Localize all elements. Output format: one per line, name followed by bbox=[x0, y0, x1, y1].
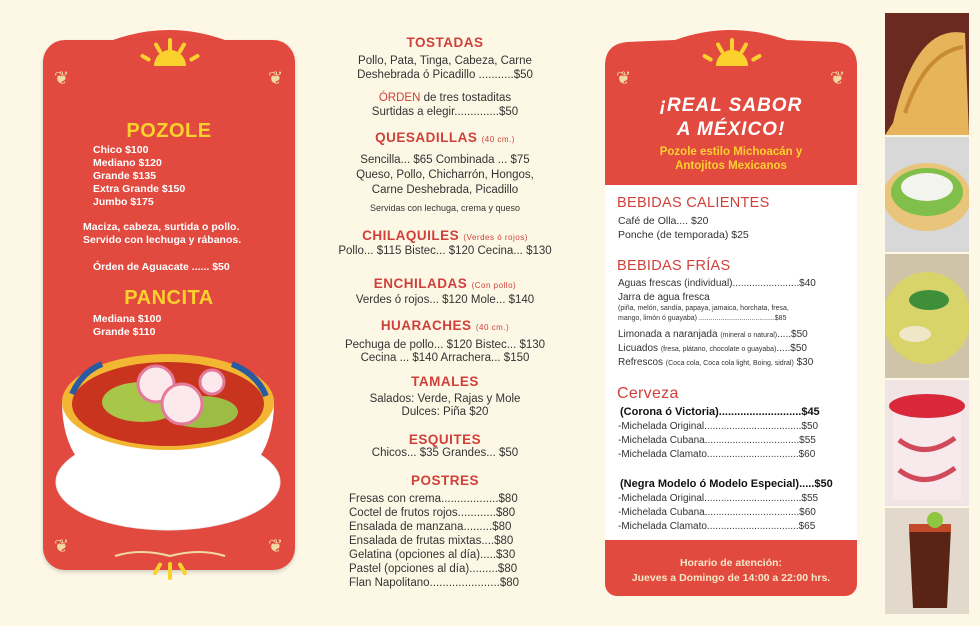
fria-name: Refrescos bbox=[618, 357, 666, 368]
postre-item: Flan Napolitano......................$80 bbox=[349, 577, 520, 589]
orden-word: ÓRDEN bbox=[378, 92, 421, 104]
tostadas-line: Surtidas a elegir..............$50 bbox=[371, 106, 519, 118]
quesadillas-line: Sencilla... $65 Combinada ... $75 bbox=[360, 154, 530, 166]
fria-price: $30 bbox=[793, 357, 814, 368]
fria-name: Limonada a naranjada bbox=[618, 329, 721, 340]
chilaquiles-note: (Verdes ó rojos) bbox=[463, 233, 528, 242]
header-subtitle-line: Antojitos Mexicanos bbox=[675, 160, 787, 172]
sun-ornament-icon bbox=[130, 36, 210, 68]
huaraches-title bbox=[330, 318, 560, 333]
michelada-item: -Michelada Clamato.................................$65 bbox=[618, 521, 816, 532]
enchiladas-note: (Con pollo) bbox=[471, 281, 517, 290]
michelada-item: -Michelada Cubana..................................$60 bbox=[618, 507, 816, 518]
quesadillas-line: Carne Deshebrada, Picadillo bbox=[371, 184, 519, 196]
postres-title: POSTRES bbox=[410, 473, 479, 488]
enchiladas-label: ENCHILADAS bbox=[373, 276, 468, 291]
postre-item: Pastel (opciones al día).........$80 bbox=[349, 563, 518, 575]
tostadas-line: Deshebrada ó Picadillo ...........$50 bbox=[357, 69, 533, 81]
horario-title: Horario de atención: bbox=[679, 557, 783, 569]
fria-price: .....$50 bbox=[776, 343, 807, 354]
flower-ornament-icon: ❦ bbox=[268, 68, 284, 88]
enchiladas-title bbox=[330, 276, 560, 291]
frias-title: BEBIDAS FRÍAS bbox=[617, 258, 731, 274]
esquites-title: ESQUITES bbox=[408, 432, 482, 447]
fria-item bbox=[618, 343, 807, 354]
chilaquiles-line: Pollo... $115 Bistec... $120 Cecina... $130 bbox=[338, 245, 552, 257]
header-subtitle-line: Pozole estilo Michoacán y bbox=[659, 146, 803, 158]
bottom-flourish-icon bbox=[110, 548, 230, 586]
horario-hours: Jueves a Domingo de 14:00 a 22:00 hrs. bbox=[631, 572, 831, 584]
michelada-item: -Michelada Clamato.................................$60 bbox=[618, 449, 816, 460]
pozole-note: Maciza, cabeza, surtida o pollo. Servido con lechuga y rábanos. bbox=[83, 221, 242, 246]
pancita-title: PANCITA bbox=[124, 287, 214, 309]
fria-detail: (Coca cola, Coca cola light, Boing, sidral) bbox=[665, 360, 794, 367]
flower-ornament-icon: ❦ bbox=[830, 68, 846, 88]
postre-item: Fresas con crema..................$80 bbox=[349, 493, 518, 505]
tostadas-title: TOSTADAS bbox=[406, 35, 484, 50]
flower-ornament-icon: ❦ bbox=[54, 68, 70, 88]
postre-item: Coctel de frutos rojos............$80 bbox=[349, 507, 516, 519]
huaraches-note: (40 cm.) bbox=[475, 323, 510, 332]
quesadillas-line: Queso, Pollo, Chicharrón, Hongos, bbox=[356, 169, 534, 181]
quesadillas-note-line: Servidas con lechuga, crema y queso bbox=[369, 203, 521, 213]
horario bbox=[605, 556, 857, 586]
esquites-line: Chicos... $35 Grandes... $50 bbox=[371, 447, 519, 459]
fria-flavors: (piña, melón, sandía, papaya, jamaica, horchata, fresa, bbox=[618, 305, 789, 312]
orden-rest: de tres tostaditas bbox=[420, 92, 512, 104]
chilaquiles-label: CHILAQUILES bbox=[362, 228, 460, 243]
pancita-sizes: Mediana $100 Grande $110 bbox=[93, 313, 162, 338]
fria-item bbox=[618, 357, 813, 368]
michelada-item: -Michelada Original...................................$55 bbox=[618, 493, 819, 504]
pozole-bowl-image bbox=[52, 342, 284, 537]
tostadas-line: Pollo, Pata, Tinga, Cabeza, Carne bbox=[358, 55, 532, 67]
enchiladas-line: Verdes ó rojos... $120 Mole... $140 bbox=[355, 294, 535, 306]
caliente-item: Ponche (de temporada) $25 bbox=[618, 229, 749, 241]
fria-name: Licuados bbox=[618, 343, 661, 354]
header-subtitle bbox=[605, 145, 857, 173]
cerveza-group: (Negra Modelo ó Modelo Especial).....$50 bbox=[620, 478, 833, 490]
fria-price: .....$50 bbox=[777, 329, 808, 340]
tamales-line: Salados: Verde, Rajas y Mole bbox=[369, 393, 521, 405]
fresas-photo bbox=[885, 380, 969, 506]
calientes-title: BEBIDAS CALIENTES bbox=[617, 195, 770, 211]
tostada-photo bbox=[885, 137, 969, 252]
michelada-item: -Michelada Cubana..................................$55 bbox=[618, 435, 816, 446]
tamales-title: TAMALES bbox=[411, 374, 479, 389]
postre-item: Ensalada de manzana.........$80 bbox=[349, 521, 512, 533]
chilaquiles-title bbox=[330, 228, 560, 243]
fria-item: mango, limón ó guayaba) .......................................$85 bbox=[618, 315, 787, 322]
cerveza-group: (Corona ó Victoria)...........................$45 bbox=[620, 406, 820, 418]
postre-item: Gelatina (opciones al día).....$30 bbox=[349, 549, 516, 561]
fria-item bbox=[618, 329, 808, 340]
caliente-item: Café de Olla.... $20 bbox=[618, 215, 709, 227]
aguacate-price: Órden de Aguacate ...... $50 bbox=[93, 261, 230, 273]
fria-detail: (mineral o natural) bbox=[720, 332, 778, 339]
postre-item: Ensalada de frutas mixtas....$80 bbox=[349, 535, 514, 547]
flower-ornament-icon: ❦ bbox=[616, 68, 632, 88]
flower-ornament-icon: ❦ bbox=[268, 536, 284, 556]
tostadas-orden bbox=[330, 92, 560, 104]
huaraches-label: HUARACHES bbox=[380, 318, 472, 333]
michelada-item: -Michelada Original...................................$50 bbox=[618, 421, 819, 432]
quesadillas-title bbox=[330, 130, 560, 145]
michelada-photo bbox=[885, 508, 969, 614]
quesadilla-photo bbox=[885, 13, 969, 135]
huaraches-line: Cecina ... $140 Arrachera... $150 bbox=[360, 352, 530, 364]
pozole-sizes: Chico $100 Mediano $120 Grande $135 Extra Grande $150 Jumbo $175 bbox=[93, 144, 186, 208]
header-title bbox=[605, 94, 857, 142]
header-title-line: ¡REAL SABOR bbox=[659, 95, 803, 116]
enchiladas-photo bbox=[885, 254, 969, 378]
quesadillas-note: (40 cm.) bbox=[481, 135, 515, 144]
fria-detail: (fresa, plátano, chocolate o guayaba) bbox=[660, 346, 777, 353]
fria-item: Jarra de agua fresca bbox=[618, 292, 710, 303]
flower-ornament-icon: ❦ bbox=[54, 536, 70, 556]
sun-ornament-icon bbox=[692, 36, 772, 68]
cerveza-title: Cerveza bbox=[617, 385, 679, 402]
pozole-title: POZOLE bbox=[126, 120, 212, 142]
huaraches-line: Pechuga de pollo... $120 Bistec... $130 bbox=[344, 339, 546, 351]
header-title-line: A MÉXICO! bbox=[676, 119, 786, 140]
fria-item: Aguas frescas (individual)........................$40 bbox=[618, 278, 816, 289]
tamales-line: Dulces: Piña $20 bbox=[401, 406, 489, 418]
quesadillas-label: QUESADILLAS bbox=[375, 130, 478, 145]
